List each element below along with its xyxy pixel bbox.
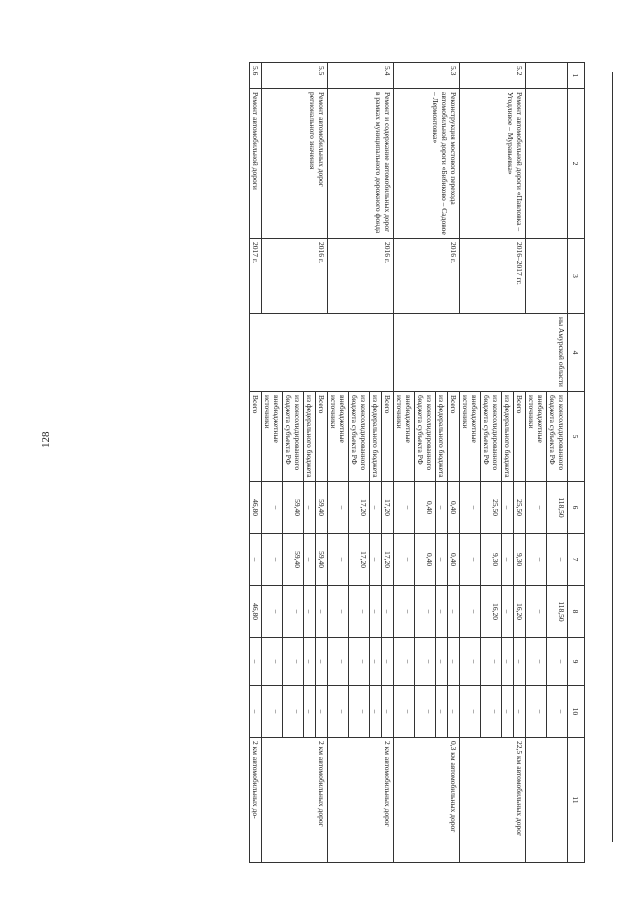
item-period: 2017 г. [250,239,262,314]
district-cell: ны Амурской области [394,314,568,392]
col-header: 5 [568,392,585,482]
item-result: 2 км автомобильных дорог [262,738,328,863]
table-row: внебюджетные источники – – – – – [526,63,547,863]
item-result: 2 км автомобильных до- [250,738,262,863]
table-row: 5.5 Ремонт автомобильных дорог регионального значения 2016 г. Всего 59,40 59,40 – – – 2 км автомобильных дорог [316,63,328,863]
col-header: 6 [568,482,585,534]
item-period: 2016 г. [262,239,328,314]
item-name: Реконструкция мостового перехода автомобильной дороги «Бибиково – Садовое – Лермонтовка» [394,89,460,239]
source-cell: из консолидированного бюджета субъекта РФ [547,392,568,482]
item-number: 5.4 [328,63,394,89]
item-number: 5.5 [262,63,328,89]
col-header: 11 [568,738,585,863]
rotated-table-container [115,62,585,862]
item-period: 2016–2017 гг. [460,239,526,314]
col-header: 4 [568,314,585,392]
col-header: 1 [568,63,585,89]
table-row: 5.4 Ремонт и содержание автомобильных дорог в рамках муниципального дорожного фонда 2016 г. Всего 17,20 17,20 – – – 2 км автомобильных дорог [382,63,394,863]
program-table: 1 2 3 4 5 6 7 8 9 10 11 ны Амурской области из консолидированного бюджета субъекта РФ 118,50 – 118,50 – – внебюджетные источники – – – – – 5.2 Ремонт автомобильной дороги «Павловка – Угодливое – Муравьевка» 2016–2017 гг. Всего 25,50 9,30 16,20 – – 22,5 км автомобильных дорог из федерального бюджета – – – – – из консолидированного бюджета субъекта РФ 25,50 9,30 16,20 – – внебюджетные источники – – – – – 5.3 Реконструкция мостового перехода автомобильной дороги «Бибиково – Садовое – Лермонтовка» 2016 г. Всего 0,40 0,40 – – – 0,3 км автомобильных дорог из федерального бюджета – – – – – из консолидированного бюджета субъекта РФ 0,40 0,40 – – – внебюджетные источники – – – – – 5.4 Ремонт и содержание автомобильных дорог в рамках муниципального дорожного фонда 2016 г. Всего 17,20 17,20 – – – 2 км автомобильных дорог из федерального бюджета – – – – – из консолидированного бюджета субъекта РФ 17,20 17,20 – – – внебюджетные источники – – – – – 5.5 Ремонт автомобильных дорог регионального значения 2016 г. Всего 59,40 59,40 – – – 2 км автомобильных дорог из федерального бюджета – – – – – из консолидированного бюджета субъекта РФ 59,40 59,40 – – – внебюджетные источники – – – – – 5.6 Ремонт автомобильной дороги 2017 г. Всего 46,80 – 46,80 – – 2 км автомобильных до- [249,62,585,863]
page-rule [612,72,613,842]
col-header: 7 [568,534,585,586]
item-result: 22,5 км автомобильных дорог [460,738,526,863]
table-row: 5.2 Ремонт автомобильной дороги «Павловка – Угодливое – Муравьевка» 2016–2017 гг. Всего 25,50 9,30 16,20 – – 22,5 км автомобильных дорог [514,63,526,863]
item-name: Ремонт и содержание автомобильных дорог в рамках муниципального дорожного фонда [328,89,394,239]
header-row [568,63,585,863]
item-number: 5.3 [394,63,460,89]
item-number: 5.6 [250,63,262,89]
item-name: Ремонт автомобильной дороги [250,89,262,239]
table-row: 5.3 Реконструкция мостового перехода автомобильной дороги «Бибиково – Садовое – Лермонтовка» 2016 г. Всего 0,40 0,40 – – – 0,3 км автомобильных дорог [448,63,460,863]
item-period: 2016 г. [394,239,460,314]
source-cell: внебюджетные источники [526,392,547,482]
item-number: 5.2 [460,63,526,89]
item-result: 0,3 км автомобильных дорог [394,738,460,863]
table-row: 5.6 Ремонт автомобильной дороги 2017 г. Всего 46,80 – 46,80 – – 2 км автомобильных до- [250,63,262,863]
col-header: 3 [568,239,585,314]
table-row: ны Амурской области из консолидированного бюджета субъекта РФ 118,50 – 118,50 – – [547,63,568,863]
item-name: Ремонт автомобильной дороги «Павловка – Угодливое – Муравьевка» [460,89,526,239]
col-header: 8 [568,586,585,638]
item-period: 2016 г. [328,239,394,314]
page-number: 128 [40,431,52,448]
item-name: Ремонт автомобильных дорог регионального значения [262,89,328,239]
col-header: 2 [568,89,585,239]
col-header: 10 [568,686,585,738]
item-result: 2 км автомобильных дорог [328,738,394,863]
col-header: 9 [568,638,585,686]
